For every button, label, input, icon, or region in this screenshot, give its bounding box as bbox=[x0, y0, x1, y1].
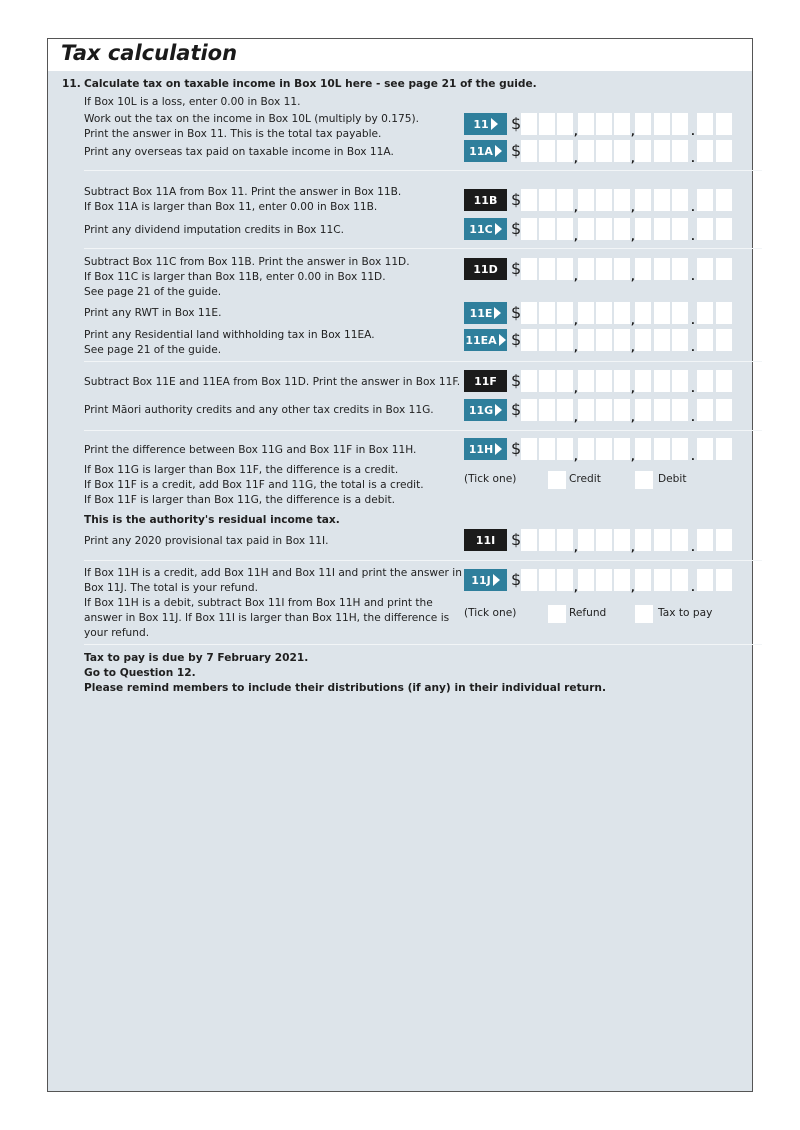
digit-box[interactable] bbox=[539, 218, 555, 240]
decimal-point: . bbox=[691, 127, 695, 138]
dollar-sign: $ bbox=[511, 259, 522, 278]
digit-box[interactable] bbox=[635, 438, 651, 460]
divider bbox=[84, 644, 762, 645]
digit-box[interactable] bbox=[654, 258, 670, 280]
credit-checkbox[interactable] bbox=[548, 471, 566, 489]
digit-box[interactable] bbox=[672, 399, 688, 421]
dollar-sign: $ bbox=[511, 330, 522, 349]
digit-box[interactable] bbox=[635, 370, 651, 392]
digit-box[interactable] bbox=[539, 329, 555, 351]
digit-box[interactable] bbox=[716, 569, 732, 591]
digit-box[interactable] bbox=[697, 140, 713, 162]
decimal-point: . bbox=[691, 413, 695, 424]
digit-box[interactable] bbox=[716, 189, 732, 211]
digit-box[interactable] bbox=[578, 258, 594, 280]
box-label-text: 11D bbox=[473, 262, 498, 276]
box-11g-field bbox=[464, 399, 754, 424]
digit-box[interactable] bbox=[716, 218, 732, 240]
digit-box[interactable] bbox=[521, 258, 537, 280]
debit-checkbox[interactable] bbox=[635, 471, 653, 489]
instruction: Print any dividend imputation credits in Box 11C. bbox=[84, 224, 345, 236]
digit-box[interactable] bbox=[614, 113, 630, 135]
thousands-separator: , bbox=[631, 203, 635, 214]
digit-box[interactable] bbox=[654, 329, 670, 351]
digit-box[interactable] bbox=[654, 529, 670, 551]
digit-box[interactable] bbox=[716, 370, 732, 392]
digit-box[interactable] bbox=[578, 302, 594, 324]
digit-box[interactable] bbox=[654, 218, 670, 240]
dollar-sign: $ bbox=[511, 570, 522, 589]
digit-box[interactable] bbox=[697, 302, 713, 324]
box-11i-field bbox=[464, 529, 754, 554]
digit-box[interactable] bbox=[596, 302, 612, 324]
digit-box[interactable] bbox=[614, 140, 630, 162]
digit-box[interactable] bbox=[716, 302, 732, 324]
digit-box[interactable] bbox=[635, 218, 651, 240]
digit-box[interactable] bbox=[654, 370, 670, 392]
thousands-separator: , bbox=[631, 127, 635, 138]
decimal-point: . bbox=[691, 343, 695, 354]
divider bbox=[84, 170, 762, 171]
digit-box[interactable] bbox=[521, 399, 537, 421]
digit-box[interactable] bbox=[654, 140, 670, 162]
debit-label: Debit bbox=[658, 473, 687, 485]
decimal-point: . bbox=[691, 272, 695, 283]
digit-box[interactable] bbox=[697, 113, 713, 135]
digit-box[interactable] bbox=[557, 529, 573, 551]
tax-calculation-panel bbox=[47, 38, 753, 1092]
digit-box[interactable] bbox=[635, 329, 651, 351]
digit-box[interactable] bbox=[654, 399, 670, 421]
box-label-text: 11E bbox=[469, 306, 493, 320]
thousands-separator: , bbox=[631, 232, 635, 243]
instruction: If Box 10L is a loss, enter 0.00 in Box 11. bbox=[84, 96, 301, 108]
instruction: Work out the tax on the income in Box 10L (multiply by 0.175). Print the answer in Box 11. This is the total tax payable. bbox=[84, 113, 419, 140]
arrow-right-icon bbox=[495, 145, 502, 157]
decimal-point: . bbox=[691, 583, 695, 594]
box-11h-field bbox=[464, 438, 754, 463]
digit-box[interactable] bbox=[697, 438, 713, 460]
digit-box[interactable] bbox=[697, 529, 713, 551]
box-label-text: 11I bbox=[475, 533, 496, 547]
digit-box[interactable] bbox=[521, 140, 537, 162]
digit-box[interactable] bbox=[557, 370, 573, 392]
digit-box[interactable] bbox=[716, 438, 732, 460]
instruction: Subtract Box 11E and 11EA from Box 11D. Print the answer in Box 11F. bbox=[84, 376, 461, 388]
digit-box[interactable] bbox=[557, 569, 573, 591]
box-label bbox=[464, 529, 507, 551]
arrow-right-icon bbox=[494, 307, 501, 319]
digit-box[interactable] bbox=[654, 438, 670, 460]
title-bar bbox=[48, 39, 752, 71]
decimal-point: . bbox=[691, 452, 695, 463]
digit-box[interactable] bbox=[596, 140, 612, 162]
instruction: Print the difference between Box 11G and Box 11F in Box 11H. bbox=[84, 444, 417, 456]
digit-box[interactable] bbox=[697, 258, 713, 280]
instruction: Print any overseas tax paid on taxable income in Box 11A. bbox=[84, 146, 394, 158]
digit-box[interactable] bbox=[539, 258, 555, 280]
digit-box[interactable] bbox=[614, 258, 630, 280]
dollar-sign: $ bbox=[511, 439, 522, 458]
digit-box[interactable] bbox=[521, 370, 537, 392]
divider bbox=[84, 430, 762, 431]
digit-box[interactable] bbox=[557, 113, 573, 135]
digit-box[interactable] bbox=[578, 329, 594, 351]
digit-box[interactable] bbox=[539, 438, 555, 460]
digit-box[interactable] bbox=[578, 529, 594, 551]
digit-box[interactable] bbox=[672, 140, 688, 162]
arrow-right-icon bbox=[491, 118, 498, 130]
digit-box[interactable] bbox=[614, 399, 630, 421]
box-11b-field bbox=[464, 189, 754, 214]
digit-box[interactable] bbox=[716, 399, 732, 421]
digit-box[interactable] bbox=[697, 399, 713, 421]
thousands-separator: , bbox=[574, 232, 578, 243]
instruction: Subtract Box 11C from Box 11B. Print the answer in Box 11D. If Box 11C is larger than Box 11B, enter 0.00 in Box 11D. See page 21 of the guide. bbox=[84, 256, 410, 298]
box-11e-field bbox=[464, 302, 754, 327]
thousands-separator: , bbox=[631, 154, 635, 165]
digit-box[interactable] bbox=[578, 569, 594, 591]
digit-box[interactable] bbox=[654, 113, 670, 135]
box-label-text: 11C bbox=[469, 222, 493, 236]
digit-box[interactable] bbox=[596, 218, 612, 240]
digit-box[interactable] bbox=[635, 140, 651, 162]
digit-box[interactable] bbox=[635, 302, 651, 324]
thousands-separator: , bbox=[631, 343, 635, 354]
digit-box[interactable] bbox=[697, 329, 713, 351]
refund-label: Refund bbox=[569, 607, 607, 619]
digit-box[interactable] bbox=[521, 218, 537, 240]
digit-box[interactable] bbox=[614, 438, 630, 460]
box-label-text: 11H bbox=[468, 442, 494, 456]
instruction: If Box 11H is a credit, add Box 11H and Box 11I and print the answer in Box 11J. The total is your refund. If Box 11H is a debit, subtract Box 11I from Box 11H and print the answer in Box 11J. If Box 11I is larger than Box 11H, the difference is your refund. bbox=[84, 567, 462, 639]
instruction: Print any RWT in Box 11E. bbox=[84, 307, 222, 319]
dollar-sign: $ bbox=[511, 371, 522, 390]
digit-box[interactable] bbox=[521, 302, 537, 324]
credit-label: Credit bbox=[569, 473, 601, 485]
digit-box[interactable] bbox=[654, 189, 670, 211]
box-11c-field bbox=[464, 218, 754, 243]
box-label bbox=[464, 258, 507, 280]
digit-box[interactable] bbox=[596, 113, 612, 135]
question-number: 11. bbox=[62, 78, 81, 90]
digit-box[interactable] bbox=[672, 189, 688, 211]
instruction-bold: This is the authority's residual income tax. bbox=[84, 514, 340, 526]
digit-box[interactable] bbox=[614, 529, 630, 551]
digit-box[interactable] bbox=[635, 399, 651, 421]
thousands-separator: , bbox=[574, 154, 578, 165]
instruction: Subtract Box 11A from Box 11. Print the answer in Box 11B. If Box 11A is larger than Box 11, enter 0.00 in Box 11B. bbox=[84, 186, 402, 213]
section-title: Tax calculation bbox=[61, 41, 238, 65]
divider bbox=[84, 248, 762, 249]
divider bbox=[84, 361, 762, 362]
dollar-sign: $ bbox=[511, 141, 522, 160]
dollar-sign: $ bbox=[511, 219, 522, 238]
digit-box[interactable] bbox=[539, 189, 555, 211]
digit-box[interactable] bbox=[614, 189, 630, 211]
digit-box[interactable] bbox=[557, 438, 573, 460]
decimal-point: . bbox=[691, 154, 695, 165]
instruction: Print any 2020 provisional tax paid in Box 11I. bbox=[84, 535, 329, 547]
digit-box[interactable] bbox=[539, 302, 555, 324]
thousands-separator: , bbox=[574, 272, 578, 283]
digit-box[interactable] bbox=[557, 302, 573, 324]
box-11j-field bbox=[464, 569, 754, 594]
digit-box[interactable] bbox=[672, 529, 688, 551]
instruction: If Box 11G is larger than Box 11F, the difference is a credit. If Box 11F is a credit, add Box 11F and 11G, the total is a credit. If Box 11F is larger than Box 11G, the difference is a debit. bbox=[84, 464, 424, 506]
digit-box[interactable] bbox=[557, 140, 573, 162]
thousands-separator: , bbox=[574, 203, 578, 214]
decimal-point: . bbox=[691, 543, 695, 554]
digit-box[interactable] bbox=[654, 302, 670, 324]
box-label bbox=[464, 370, 507, 392]
box-11a-field bbox=[464, 140, 754, 165]
digit-box[interactable] bbox=[672, 302, 688, 324]
digit-box[interactable] bbox=[614, 302, 630, 324]
arrow-right-icon bbox=[493, 574, 500, 586]
thousands-separator: , bbox=[631, 452, 635, 463]
digit-box[interactable] bbox=[539, 140, 555, 162]
digit-box[interactable] bbox=[539, 113, 555, 135]
arrow-right-icon bbox=[495, 443, 502, 455]
digit-box[interactable] bbox=[578, 218, 594, 240]
box-11-field bbox=[464, 113, 754, 138]
dollar-sign: $ bbox=[511, 530, 522, 549]
box-label bbox=[464, 329, 507, 351]
digit-box[interactable] bbox=[614, 218, 630, 240]
thousands-separator: , bbox=[631, 384, 635, 395]
closing-notes: Tax to pay is due by 7 February 2021. Go to Question 12. Please remind members to include their distributions (if any) in their individual return. bbox=[84, 652, 606, 694]
digit-box[interactable] bbox=[557, 218, 573, 240]
digit-box[interactable] bbox=[614, 569, 630, 591]
digit-box[interactable] bbox=[578, 113, 594, 135]
digit-box[interactable] bbox=[596, 569, 612, 591]
divider bbox=[84, 560, 762, 561]
box-label bbox=[464, 140, 507, 162]
digit-box[interactable] bbox=[578, 140, 594, 162]
thousands-separator: , bbox=[574, 413, 578, 424]
digit-box[interactable] bbox=[716, 113, 732, 135]
digit-box[interactable] bbox=[539, 370, 555, 392]
question-heading: Calculate tax on taxable income in Box 10L here - see page 21 of the guide. bbox=[84, 78, 537, 90]
box-11f-field bbox=[464, 370, 754, 395]
digit-box[interactable] bbox=[635, 529, 651, 551]
arrow-right-icon bbox=[495, 223, 502, 235]
thousands-separator: , bbox=[631, 583, 635, 594]
digit-box[interactable] bbox=[672, 258, 688, 280]
decimal-point: . bbox=[691, 316, 695, 327]
arrow-right-icon bbox=[499, 334, 506, 346]
digit-box[interactable] bbox=[635, 258, 651, 280]
digit-box[interactable] bbox=[521, 329, 537, 351]
thousands-separator: , bbox=[631, 272, 635, 283]
digit-box[interactable] bbox=[539, 529, 555, 551]
digit-box[interactable] bbox=[697, 189, 713, 211]
digit-box[interactable] bbox=[697, 370, 713, 392]
digit-box[interactable] bbox=[539, 569, 555, 591]
digit-box[interactable] bbox=[521, 438, 537, 460]
box-label bbox=[464, 189, 507, 211]
decimal-point: . bbox=[691, 384, 695, 395]
digit-box[interactable] bbox=[716, 529, 732, 551]
box-label bbox=[464, 218, 507, 240]
box-label bbox=[464, 399, 507, 421]
digit-box[interactable] bbox=[697, 569, 713, 591]
digit-box[interactable] bbox=[596, 329, 612, 351]
digit-box[interactable] bbox=[672, 370, 688, 392]
digit-box[interactable] bbox=[596, 258, 612, 280]
box-label-text: 11G bbox=[468, 403, 494, 417]
digit-box[interactable] bbox=[596, 370, 612, 392]
box-label-text: 11F bbox=[474, 374, 497, 388]
digit-box[interactable] bbox=[596, 529, 612, 551]
dollar-sign: $ bbox=[511, 303, 522, 322]
dollar-sign: $ bbox=[511, 400, 522, 419]
refund-checkbox[interactable] bbox=[548, 605, 566, 623]
thousands-separator: , bbox=[574, 343, 578, 354]
instruction: Print Māori authority credits and any other tax credits in Box 11G. bbox=[84, 404, 434, 416]
digit-box[interactable] bbox=[578, 399, 594, 421]
instruction: Print any Residential land withholding tax in Box 11EA. See page 21 of the guide. bbox=[84, 329, 375, 356]
digit-box[interactable] bbox=[635, 569, 651, 591]
thousands-separator: , bbox=[574, 452, 578, 463]
box-label bbox=[464, 569, 507, 591]
digit-box[interactable] bbox=[716, 258, 732, 280]
box-11ea-field bbox=[464, 329, 754, 354]
box-label bbox=[464, 113, 507, 135]
box-11d-field bbox=[464, 258, 754, 283]
box-label-text: 11 bbox=[473, 117, 489, 131]
digit-box[interactable] bbox=[557, 258, 573, 280]
digit-box[interactable] bbox=[521, 113, 537, 135]
tick-one-prompt: (Tick one) bbox=[464, 473, 517, 485]
box-label-text: 11B bbox=[473, 193, 498, 207]
digit-box[interactable] bbox=[596, 189, 612, 211]
digit-box[interactable] bbox=[557, 399, 573, 421]
digit-box[interactable] bbox=[557, 189, 573, 211]
box-label-text: 11J bbox=[471, 573, 491, 587]
thousands-separator: , bbox=[574, 583, 578, 594]
digit-box[interactable] bbox=[539, 399, 555, 421]
digit-box[interactable] bbox=[716, 329, 732, 351]
tax-to-pay-label: Tax to pay bbox=[658, 607, 713, 619]
digit-box[interactable] bbox=[672, 438, 688, 460]
box-label bbox=[464, 438, 507, 460]
digit-box[interactable] bbox=[596, 438, 612, 460]
digit-box[interactable] bbox=[521, 529, 537, 551]
box-label-text: 11EA bbox=[465, 333, 497, 347]
thousands-separator: , bbox=[631, 316, 635, 327]
thousands-separator: , bbox=[631, 413, 635, 424]
digit-box[interactable] bbox=[716, 140, 732, 162]
digit-box[interactable] bbox=[697, 218, 713, 240]
thousands-separator: , bbox=[631, 543, 635, 554]
digit-box[interactable] bbox=[672, 329, 688, 351]
thousands-separator: , bbox=[574, 316, 578, 327]
digit-box[interactable] bbox=[557, 329, 573, 351]
digit-box[interactable] bbox=[521, 189, 537, 211]
digit-box[interactable] bbox=[672, 113, 688, 135]
decimal-point: . bbox=[691, 203, 695, 214]
digit-box[interactable] bbox=[596, 399, 612, 421]
digit-box[interactable] bbox=[635, 113, 651, 135]
digit-box[interactable] bbox=[614, 370, 630, 392]
digit-box[interactable] bbox=[578, 370, 594, 392]
thousands-separator: , bbox=[574, 543, 578, 554]
digit-box[interactable] bbox=[654, 569, 670, 591]
thousands-separator: , bbox=[574, 127, 578, 138]
dollar-sign: $ bbox=[511, 190, 522, 209]
box-label bbox=[464, 302, 507, 324]
dollar-sign: $ bbox=[511, 114, 522, 133]
digit-box[interactable] bbox=[614, 329, 630, 351]
digit-box[interactable] bbox=[578, 189, 594, 211]
digit-box[interactable] bbox=[635, 189, 651, 211]
digit-box[interactable] bbox=[672, 569, 688, 591]
arrow-right-icon bbox=[495, 404, 502, 416]
digit-box[interactable] bbox=[521, 569, 537, 591]
thousands-separator: , bbox=[574, 384, 578, 395]
digit-box[interactable] bbox=[578, 438, 594, 460]
tax-to-pay-checkbox[interactable] bbox=[635, 605, 653, 623]
box-label-text: 11A bbox=[469, 144, 493, 158]
decimal-point: . bbox=[691, 232, 695, 243]
tick-one-prompt: (Tick one) bbox=[464, 607, 517, 619]
digit-box[interactable] bbox=[672, 218, 688, 240]
